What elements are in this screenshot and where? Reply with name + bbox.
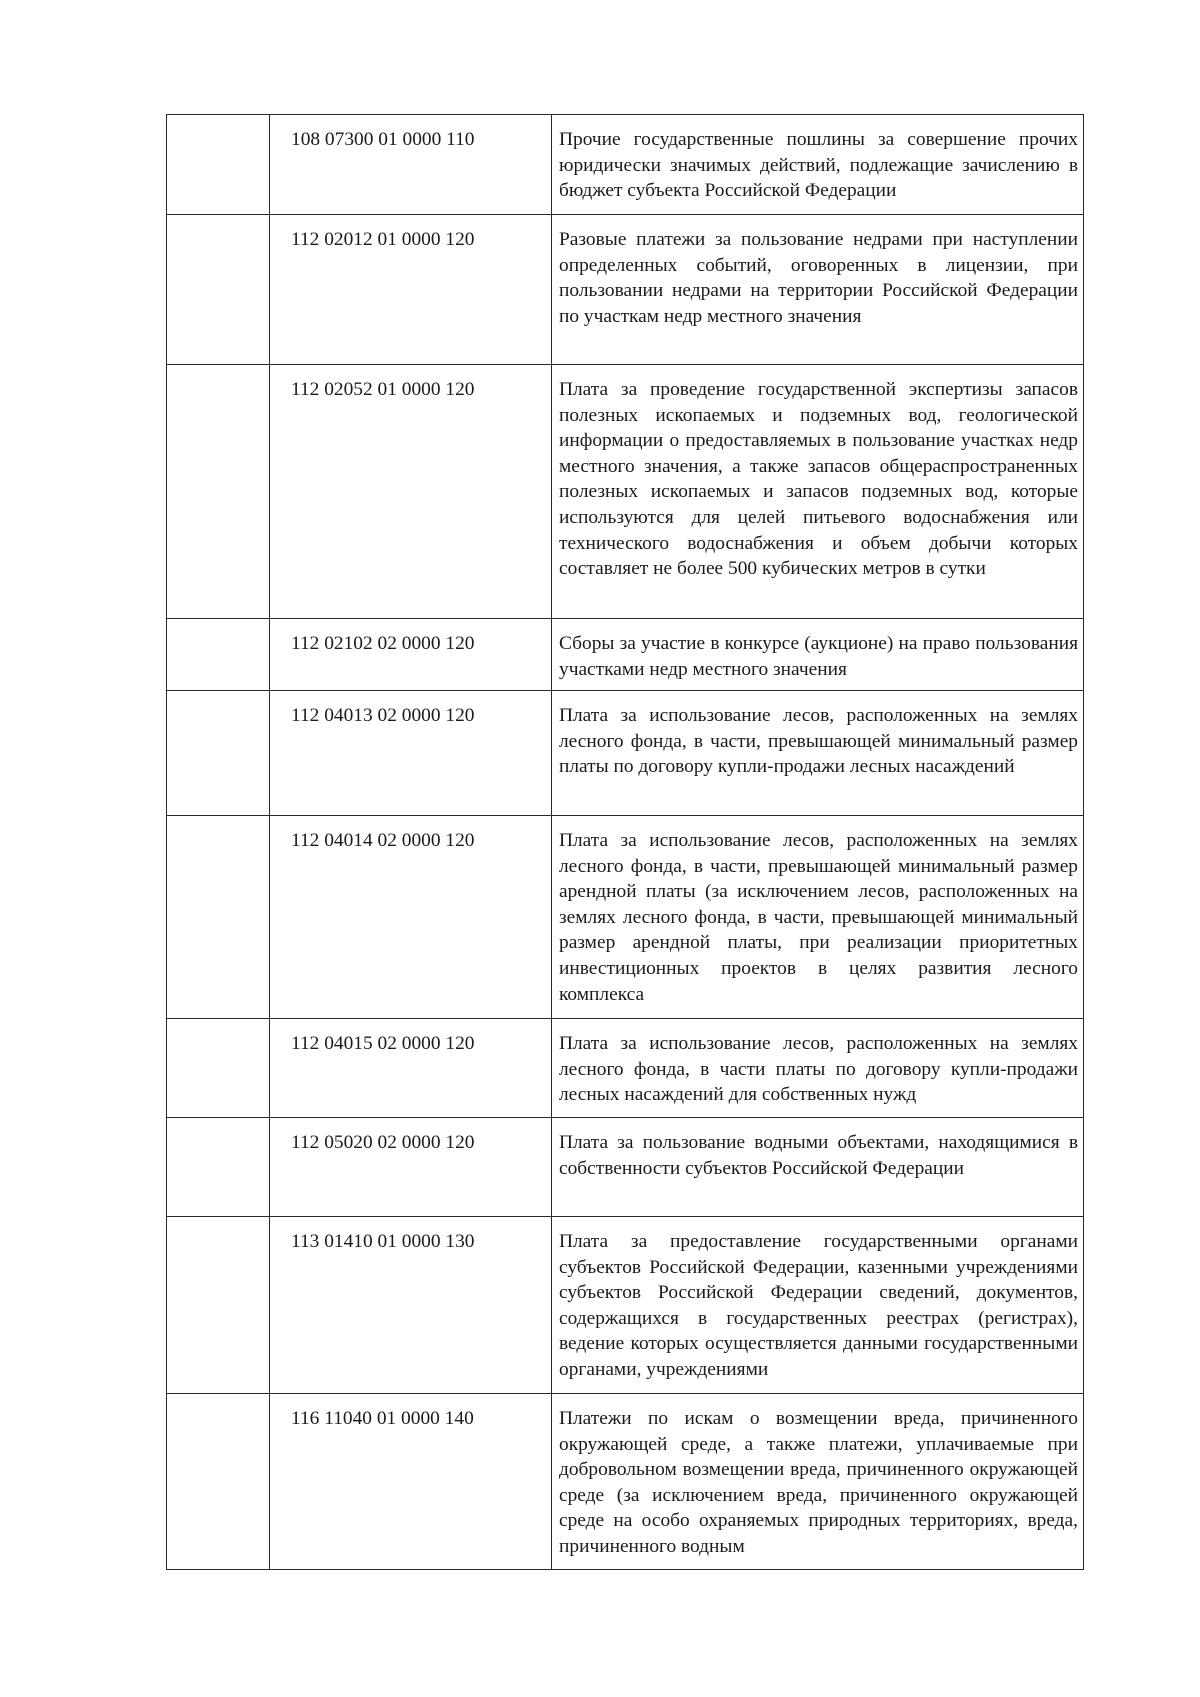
description-cell xyxy=(552,1217,1084,1394)
description-cell xyxy=(552,691,1084,816)
empty-cell xyxy=(167,115,270,215)
empty-cell xyxy=(167,619,270,691)
description-cell xyxy=(552,215,1084,365)
empty-cell xyxy=(167,1394,270,1570)
description-cell xyxy=(552,816,1084,1019)
description-cell xyxy=(552,115,1084,215)
table-row xyxy=(167,816,1084,1019)
table-row xyxy=(167,619,1084,691)
table-row xyxy=(167,1217,1084,1394)
empty-cell xyxy=(167,365,270,619)
description-text: Платежи по искам о возмещении вреда, причиненного окружающей среде, а также платежи, уплачиваемые при добровольном возмещении вреда, причиненного окружающей среде (за исключением вреда, причиненного окружающей среде на особо охраняемых природных территориях, вреда, причиненного водным xyxy=(559,1408,1078,1557)
code-cell: 108 07300 01 0000 110 xyxy=(270,115,552,215)
code-cell: 112 04015 02 0000 120 xyxy=(270,1019,552,1118)
description-cell xyxy=(552,365,1084,619)
empty-cell xyxy=(167,1019,270,1118)
description-text: Прочие государственные пошлины за совершение прочих юридически значимых действий, подлежащие зачислению в бюджет субъекта Российской Федерации xyxy=(559,129,1078,202)
description-text: Плата за предоставление государственными органами субъектов Российской Федерации, казенными учреждениями субъектов Российской Федерации сведений, документов, содержащихся в государственных реестрах (регистрах), ведение которых осуществляется данными государственными органами, учреждениями xyxy=(559,1231,1078,1380)
description-text: Плата за использование лесов, расположенных на землях лесного фонда, в части платы по договору купли-продажи лесных насаждений для собственных нужд xyxy=(559,1033,1078,1106)
empty-cell xyxy=(167,215,270,365)
description-cell xyxy=(552,1394,1084,1570)
description-cell xyxy=(552,1118,1084,1217)
description-text: Плата за проведение государственной экспертизы запасов полезных ископаемых и подземных вод, геологической информации о предоставляемых в пользование участках недр местного значения, а также запасов общераспространенных полезных ископаемых и запасов подземных вод, которые используются для целей питьевого водоснабжения или технического водоснабжения и объем добычи которых составляет не более 500 кубических метров в сутки xyxy=(559,379,1078,580)
description-text: Плата за использование лесов, расположенных на землях лесного фонда, в части, превышающей минимальный размер платы по договору купли-продажи лесных насаждений xyxy=(559,705,1078,778)
code-cell: 112 05020 02 0000 120 xyxy=(270,1118,552,1217)
code-cell: 112 02102 02 0000 120 xyxy=(270,619,552,691)
code-cell: 112 02052 01 0000 120 xyxy=(270,365,552,619)
description-cell xyxy=(552,1019,1084,1118)
empty-cell xyxy=(167,1217,270,1394)
empty-cell xyxy=(167,691,270,816)
budget-code-table xyxy=(166,114,1084,1570)
code-cell: 113 01410 01 0000 130 xyxy=(270,1217,552,1394)
table-row xyxy=(167,1118,1084,1217)
code-cell: 116 11040 01 0000 140 xyxy=(270,1394,552,1570)
description-text: Разовые платежи за пользование недрами при наступлении определенных событий, оговоренных в лицензии, при пользовании недрами на территории Российской Федерации по участкам недр местного значения xyxy=(559,229,1078,327)
code-cell: 112 04013 02 0000 120 xyxy=(270,691,552,816)
table-row xyxy=(167,115,1084,215)
description-text: Сборы за участие в конкурсе (аукционе) на право пользования участками недр местного значения xyxy=(559,633,1078,680)
table-row xyxy=(167,365,1084,619)
table-row xyxy=(167,215,1084,365)
description-text: Плата за использование лесов, расположенных на землях лесного фонда, в части, превышающей минимальный размер арендной платы (за исключением лесов, расположенных на землях лесного фонда, в части, превышающей минимальный размер арендной платы, при реализации приоритетных инвестиционных проектов в целях развития лесного комплекса xyxy=(559,830,1078,1005)
description-text: Плата за пользование водными объектами, находящимися в собственности субъектов Российской Федерации xyxy=(559,1132,1078,1179)
empty-cell xyxy=(167,816,270,1019)
table-row xyxy=(167,1019,1084,1118)
table-row xyxy=(167,691,1084,816)
empty-cell xyxy=(167,1118,270,1217)
code-cell: 112 02012 01 0000 120 xyxy=(270,215,552,365)
code-cell: 112 04014 02 0000 120 xyxy=(270,816,552,1019)
description-cell xyxy=(552,619,1084,691)
table-row xyxy=(167,1394,1084,1570)
